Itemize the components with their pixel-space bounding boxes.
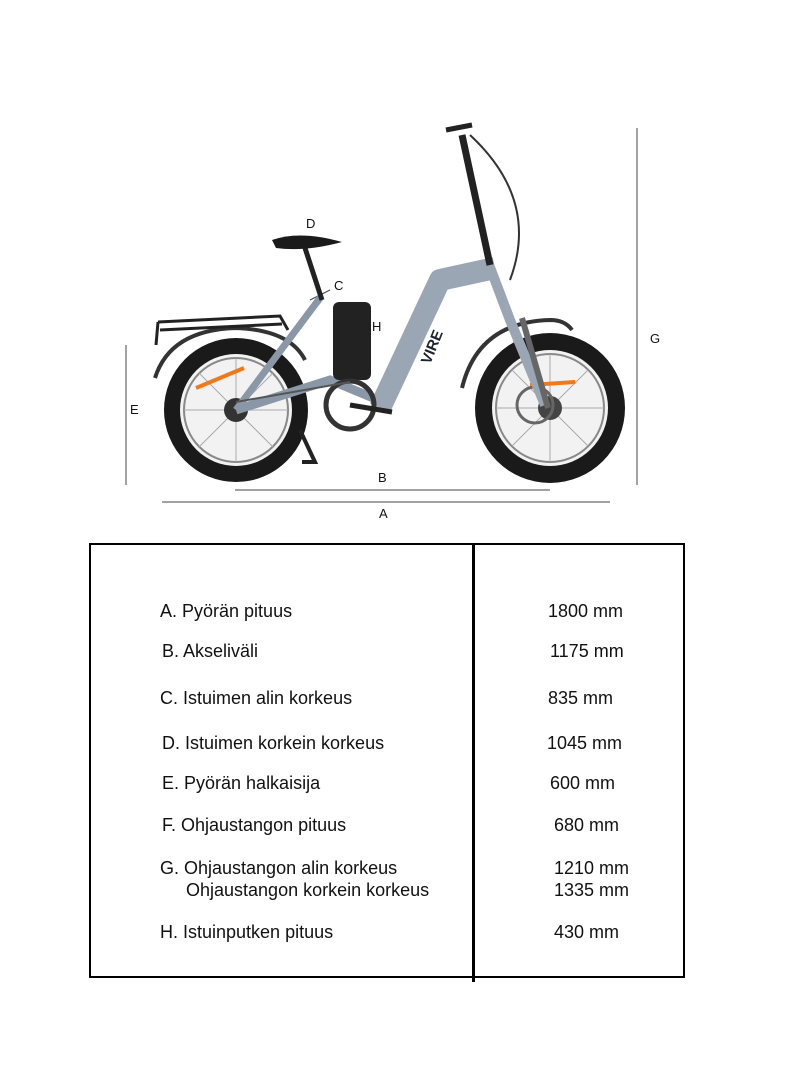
front-wheel xyxy=(475,333,625,483)
battery xyxy=(333,302,371,380)
dim-label-a: A xyxy=(379,506,388,521)
spec-label-h: H. Istuinputken pituus xyxy=(160,922,334,942)
dim-label-c: C xyxy=(334,278,344,293)
seatpost xyxy=(305,248,322,300)
spec-value-h: 430 mm xyxy=(554,922,620,942)
saddle xyxy=(272,235,342,249)
spec-value-e: 600 mm xyxy=(550,773,616,793)
spec-label-d: D. Istuimen korkein korkeus xyxy=(162,733,385,753)
spec-value-g xyxy=(554,857,629,901)
stem xyxy=(462,135,490,265)
spec-value-g-min: 1210 mm xyxy=(554,858,630,878)
spec-label-g-min: G. Ohjaustangon alin korkeus xyxy=(160,858,398,878)
column-divider xyxy=(472,543,475,982)
spec-label-e: E. Pyörän halkaisija xyxy=(162,773,321,793)
spec-label-b: B. Akseliväli xyxy=(162,641,259,661)
spec-value-b: 1175 mm xyxy=(550,641,624,661)
dim-label-h: H xyxy=(372,319,382,334)
handlebar xyxy=(446,125,472,130)
frame-brand-text: VIRE xyxy=(417,327,447,367)
dim-label-g: G xyxy=(650,331,661,346)
kickstand xyxy=(300,430,315,462)
spec-value-f: 680 mm xyxy=(554,815,620,835)
spec-value-d: 1045 mm xyxy=(547,733,623,753)
dim-label-e: E xyxy=(130,402,139,417)
spec-label-c: C. Istuimen alin korkeus xyxy=(160,688,353,708)
spec-value-g-max: 1335 mm xyxy=(554,880,630,900)
spec-table xyxy=(89,543,685,978)
spec-value-c: 835 mm xyxy=(548,688,614,708)
spec-label-g xyxy=(160,857,429,901)
dim-label-d: D xyxy=(306,216,316,231)
dim-label-b: B xyxy=(378,470,387,485)
spec-label-f: F. Ohjaustangon pituus xyxy=(162,815,347,835)
spec-label-g-max: Ohjaustangon korkein korkeus xyxy=(186,880,430,900)
spec-label-a: A. Pyörän pituus xyxy=(160,601,293,621)
spec-value-a: 1800 mm xyxy=(548,601,624,621)
